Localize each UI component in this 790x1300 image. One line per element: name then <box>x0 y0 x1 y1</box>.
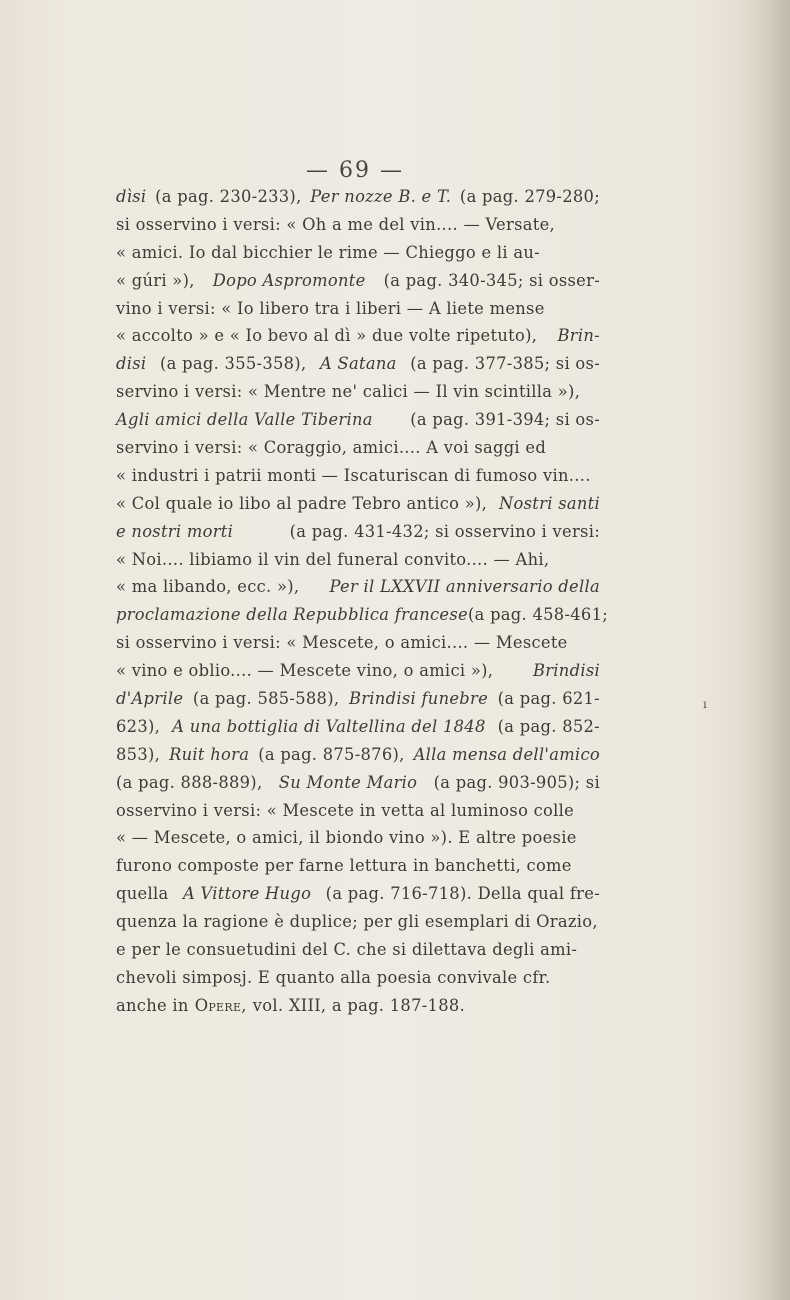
work-title: Nostri santi <box>498 493 600 513</box>
text-segment: 623), <box>116 716 161 736</box>
text-segment: (a pag. 431-432; si osservino i versi: <box>289 521 600 541</box>
work-title: disi <box>116 354 147 374</box>
margin-mark: ı <box>703 697 707 711</box>
text-segment: quella <box>116 884 169 904</box>
text-segment: vol. XIII, a pag. 187-188. <box>252 995 465 1015</box>
text-line <box>116 601 609 629</box>
text-segment: servino i versi: « Coraggio, amici.... A voi saggi ed <box>116 438 547 458</box>
body-text <box>116 183 609 1020</box>
text-line <box>116 406 600 434</box>
work-title: Per il LXXVII anniversario della <box>329 577 600 597</box>
text-segment: 853), <box>116 744 161 764</box>
text-line <box>116 964 600 992</box>
text-segment: si osservino i versi: « Mescete, o amici.... — Mescete <box>116 633 568 653</box>
text-segment: « — Mescete, o amici, il biondo vino »). E altre poesie <box>116 828 577 848</box>
work-title: A una bottiglia di Valtellina del 1848 <box>172 716 486 736</box>
text-segment: quenza la ragione è duplice; per gli esemplari di Orazio, <box>116 912 598 932</box>
text-line <box>116 657 600 685</box>
work-title: Dopo Aspromonte <box>212 270 366 290</box>
work-title: A Vittore Hugo <box>182 884 312 904</box>
text-segment: (a pag. 355-358), <box>160 354 307 374</box>
text-segment: (a pag. 888-889), <box>116 772 263 792</box>
work-title: Brindisi <box>532 661 600 681</box>
text-line <box>116 239 600 267</box>
text-segment: vino i versi: « Io libero tra i liberi — A liete mense <box>116 298 545 318</box>
work-title: Opere, <box>194 995 247 1015</box>
text-segment: « accolto » e « Io bevo al dì » due volte ripetuto), <box>116 326 538 346</box>
text-line <box>116 824 600 852</box>
text-line <box>116 322 600 350</box>
text-line <box>116 183 600 211</box>
text-segment: e per le consuetudini del C. che si dilettava degli ami- <box>116 940 578 960</box>
text-segment: (a pag. 340-345; si osser- <box>383 270 600 290</box>
work-title: Ruit hora <box>169 744 250 764</box>
text-segment: « Noi.... libiamo il vin del funeral convito.... — Ahi, <box>116 549 550 569</box>
text-segment: « vino e oblio.... — Mescete vino, o amici »), <box>116 661 494 681</box>
text-line <box>116 490 600 518</box>
text-line <box>116 629 600 657</box>
text-segment: furono composte per farne lettura in banchetti, come <box>116 856 572 876</box>
text-segment: « gúri »), <box>116 270 195 290</box>
text-line <box>116 378 600 406</box>
text-line <box>116 546 600 574</box>
text-line <box>116 434 600 462</box>
text-segment: (a pag. 458-461; <box>467 605 609 625</box>
text-line <box>116 992 600 1020</box>
text-line <box>116 685 600 713</box>
text-segment: si osservino i versi: « Oh a me del vin.... — Versate, <box>116 214 555 234</box>
text-line <box>116 852 600 880</box>
text-segment: chevoli simposj. E quanto alla poesia convivale cfr. <box>116 967 551 987</box>
text-line <box>116 462 600 490</box>
text-line <box>116 797 600 825</box>
text-line <box>116 267 600 295</box>
text-segment: « Col quale io libo al padre Tebro antico »), <box>116 493 488 513</box>
binding-shadow <box>740 0 790 1300</box>
text-line <box>116 295 600 323</box>
work-title: Per nozze B. e T. <box>310 187 452 206</box>
work-title: A Satana <box>320 354 397 374</box>
text-segment: anche in <box>116 995 189 1015</box>
text-segment: « industri i patrii monti — Iscaturiscan di fumoso vin.... <box>116 465 591 485</box>
work-title: e nostri morti <box>116 521 234 541</box>
text-segment: (a pag. 279-280; <box>459 187 600 206</box>
text-segment: (a pag. 903-905); si <box>433 772 600 792</box>
work-title: proclamazione della Repubblica francese <box>116 605 468 625</box>
text-line <box>116 573 600 601</box>
work-title: Agli amici della Valle Tiberina <box>116 410 373 430</box>
text-line <box>116 350 600 378</box>
text-segment: (a pag. 621- <box>497 689 600 709</box>
text-segment: servino i versi: « Mentre ne' calici — Il vin scintilla »), <box>116 382 581 402</box>
text-segment: (a pag. 852- <box>497 716 600 736</box>
text-segment: (a pag. 377-385; si os- <box>410 354 600 374</box>
text-segment: (a pag. 585-588), <box>192 689 340 709</box>
text-line <box>116 908 600 936</box>
page-number: — 69 — <box>306 158 404 183</box>
work-title: Brindisi funebre <box>348 689 489 709</box>
text-line <box>116 936 600 964</box>
work-title: Su Monte Mario <box>278 772 418 792</box>
text-segment: osservino i versi: « Mescete in vetta al luminoso colle <box>116 800 575 820</box>
text-segment: (a pag. 391-394; si os- <box>410 410 600 430</box>
work-title: d'Aprile <box>116 689 184 709</box>
text-segment: « ma libando, ecc. »), <box>116 577 300 597</box>
work-title: dìsi <box>116 187 147 206</box>
text-line <box>116 518 600 546</box>
text-line <box>116 741 600 769</box>
text-line <box>116 713 600 741</box>
text-segment: (a pag. 716-718). Della qual fre- <box>325 884 600 904</box>
work-title: Alla mensa dell'amico <box>413 744 600 764</box>
text-segment: (a pag. 230-233), <box>155 187 302 206</box>
text-line <box>116 880 600 908</box>
text-line <box>116 211 600 239</box>
text-segment: (a pag. 875-876), <box>258 744 405 764</box>
work-title: Brin- <box>557 326 600 346</box>
text-segment: « amici. Io dal bicchier le rime — Chieggo e li au- <box>116 242 540 262</box>
text-line <box>116 769 600 797</box>
